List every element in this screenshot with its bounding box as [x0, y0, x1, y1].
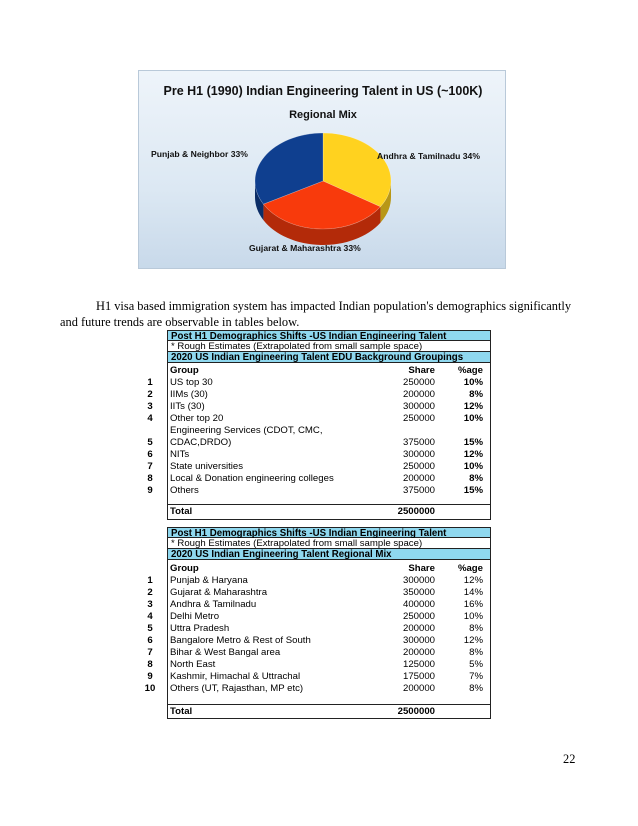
column-header-group: Group	[170, 563, 199, 574]
row-number: 3	[147, 599, 153, 610]
table-row	[0, 473, 638, 485]
column-header-pct: %age	[457, 365, 483, 376]
row-pct: 8%	[469, 389, 483, 400]
column-header-pct: %age	[457, 563, 483, 574]
table-note: * Rough Estimates (Extrapolated from small sample space)	[167, 538, 491, 549]
row-number: 9	[147, 671, 153, 682]
row-group: Uttra Pradesh	[170, 623, 230, 634]
row-group: Others (UT, Rajasthan, MP etc)	[170, 683, 304, 694]
table-row	[0, 611, 638, 623]
pie-label-punjab: Punjab & Neighbor 33%	[151, 149, 248, 159]
row-pct: 7%	[469, 671, 483, 682]
row-pct: 8%	[469, 683, 483, 694]
table-row	[0, 485, 638, 497]
table-row	[0, 659, 638, 671]
paragraph-line-2: and future trends are observable in tables below.	[60, 315, 300, 329]
row-number: 10	[144, 683, 156, 694]
row-pct: 12%	[463, 575, 483, 586]
table-row	[0, 635, 638, 647]
column-header-share: Share	[408, 365, 435, 376]
row-pct: 15%	[463, 437, 483, 448]
row-pct: 15%	[463, 485, 483, 496]
table-row	[0, 647, 638, 659]
row-share: 300000	[402, 449, 435, 460]
row-group: Bihar & West Bangal area	[170, 647, 281, 658]
row-share: 125000	[402, 659, 435, 670]
row-group: Andhra & Tamilnadu	[170, 599, 257, 610]
row-group: Local & Donation engineering colleges	[170, 473, 334, 484]
row-share: 250000	[402, 413, 435, 424]
row-group: IIMs (30)	[170, 389, 208, 400]
total-label: Total	[170, 706, 193, 717]
row-group: Engineering Services (CDOT, CMC,	[170, 425, 323, 436]
total-divider	[167, 504, 491, 505]
table-row	[0, 449, 638, 461]
table-row	[0, 587, 638, 599]
row-pct: 12%	[463, 635, 483, 646]
row-number: 6	[147, 635, 153, 646]
row-number: 3	[147, 401, 153, 412]
row-group: CDAC,DRDO)	[170, 437, 232, 448]
row-number: 7	[147, 647, 153, 658]
row-number: 5	[147, 437, 153, 448]
row-group: Kashmir, Himachal & Uttrachal	[170, 671, 301, 682]
table-row	[0, 425, 638, 437]
row-pct: 10%	[463, 413, 483, 424]
row-share: 350000	[402, 587, 435, 598]
row-share: 175000	[402, 671, 435, 682]
row-number: 1	[147, 377, 153, 388]
row-share: 200000	[402, 389, 435, 400]
row-number: 2	[147, 587, 153, 598]
row-pct: 10%	[463, 461, 483, 472]
row-share: 200000	[402, 683, 435, 694]
row-share: 300000	[402, 635, 435, 646]
table-subheader: 2020 US Indian Engineering Talent EDU Background Groupings	[167, 352, 491, 363]
total-value: 2500000	[397, 706, 435, 717]
table-row	[0, 599, 638, 611]
table-row	[0, 389, 638, 401]
row-share: 200000	[402, 623, 435, 634]
row-group: IITs (30)	[170, 401, 205, 412]
table-row	[0, 575, 638, 587]
row-share: 250000	[402, 461, 435, 472]
row-number: 4	[147, 413, 153, 424]
row-group: State universities	[170, 461, 244, 472]
row-pct: 5%	[469, 659, 483, 670]
row-share: 300000	[402, 575, 435, 586]
table-row	[0, 413, 638, 425]
row-share: 200000	[402, 473, 435, 484]
row-share: 200000	[402, 647, 435, 658]
table-row	[0, 671, 638, 683]
row-group: Punjab & Haryana	[170, 575, 248, 586]
table-column-headers	[0, 365, 638, 377]
row-number: 2	[147, 389, 153, 400]
row-group: Delhi Metro	[170, 611, 220, 622]
table-note: * Rough Estimates (Extrapolated from small sample space)	[167, 341, 491, 352]
regional-mix-pie-chart	[138, 70, 506, 269]
row-group: NITs	[170, 449, 190, 460]
table-header: Post H1 Demographics Shifts -US Indian Engineering Talent	[167, 527, 491, 538]
row-number: 4	[147, 611, 153, 622]
table-row	[0, 377, 638, 389]
row-pct: 12%	[463, 401, 483, 412]
row-pct: 16%	[463, 599, 483, 610]
row-pct: 14%	[463, 587, 483, 598]
pie-label-andhra: Andhra & Tamilnadu 34%	[377, 151, 480, 161]
table-row	[0, 683, 638, 695]
table-total-row	[0, 506, 638, 518]
row-pct: 10%	[463, 611, 483, 622]
row-group: Other top 20	[170, 413, 224, 424]
row-number: 7	[147, 461, 153, 472]
row-number: 1	[147, 575, 153, 586]
pie-chart-subtitle: Regional Mix	[289, 109, 357, 121]
pie-chart-svg	[139, 71, 507, 270]
table-row	[0, 623, 638, 635]
row-pct: 12%	[463, 449, 483, 460]
pie-label-gujarat: Gujarat & Maharashtra 33%	[249, 243, 361, 253]
paragraph-line-1: H1 visa based immigration system has impacted Indian population's demographics significantly	[96, 299, 572, 313]
row-share: 250000	[402, 377, 435, 388]
row-group: Bangalore Metro & Rest of South	[170, 635, 311, 646]
row-number: 8	[147, 659, 153, 670]
row-share: 250000	[402, 611, 435, 622]
row-group: Others	[170, 485, 199, 496]
row-pct: 8%	[469, 473, 483, 484]
row-pct: 8%	[469, 623, 483, 634]
row-pct: 8%	[469, 647, 483, 658]
total-value: 2500000	[397, 506, 435, 517]
row-group: Gujarat & Maharashtra	[170, 587, 268, 598]
row-group: North East	[170, 659, 216, 670]
row-number: 9	[147, 485, 153, 496]
row-share: 400000	[402, 599, 435, 610]
column-header-share: Share	[408, 563, 435, 574]
row-share: 300000	[402, 401, 435, 412]
table-row	[0, 461, 638, 473]
table-column-headers	[0, 563, 638, 575]
table-row	[0, 437, 638, 449]
page-number: 22	[563, 752, 576, 766]
total-label: Total	[170, 506, 193, 517]
table-row	[0, 401, 638, 413]
row-pct: 10%	[463, 377, 483, 388]
row-group: US top 30	[170, 377, 213, 388]
column-header-group: Group	[170, 365, 199, 376]
table-header: Post H1 Demographics Shifts -US Indian Engineering Talent	[167, 330, 491, 341]
row-share: 375000	[402, 437, 435, 448]
row-number: 5	[147, 623, 153, 634]
table-total-row	[0, 706, 638, 718]
table-subheader: 2020 US Indian Engineering Talent Regional Mix	[167, 549, 491, 560]
total-divider	[167, 704, 491, 705]
row-number: 8	[147, 473, 153, 484]
pie-chart-title: Pre H1 (1990) Indian Engineering Talent in US (~100K)	[163, 84, 483, 98]
row-share: 375000	[402, 485, 435, 496]
row-number: 6	[147, 449, 153, 460]
